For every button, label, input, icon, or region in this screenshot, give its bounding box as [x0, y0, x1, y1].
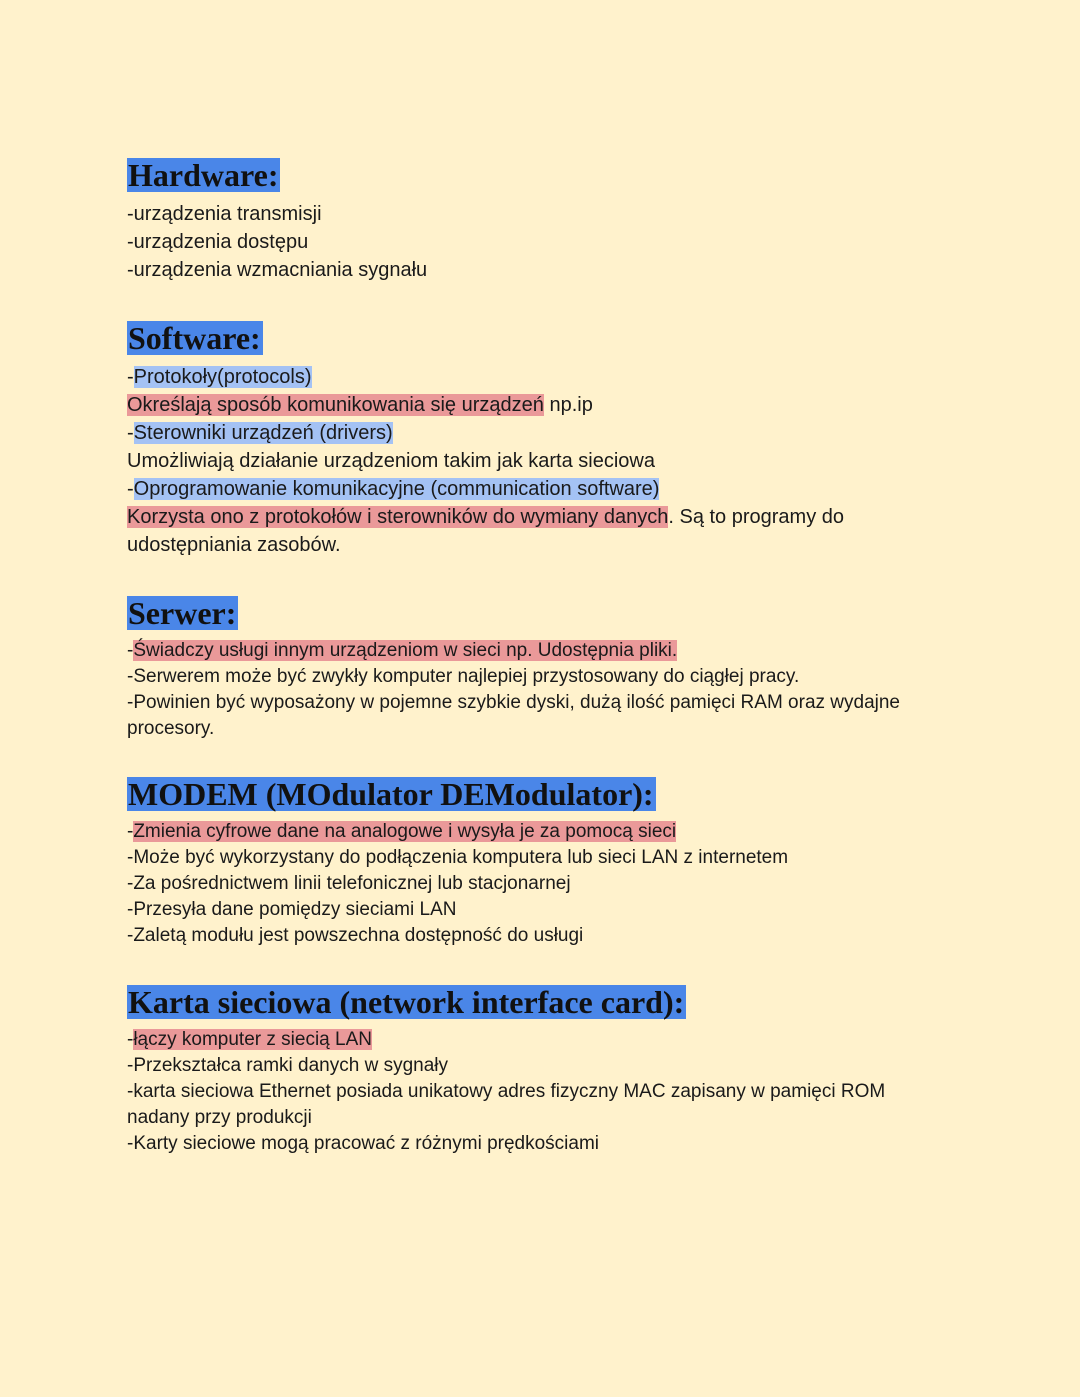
list-item — [127, 638, 947, 664]
list-item — [127, 419, 947, 447]
list-item: -Powinien być wyposażony w pojemne szybkie dyski, dużą ilość pamięci RAM oraz wydajne procesory. — [127, 692, 900, 739]
text-programs: . Są to programy do udostępniania zasobów. — [127, 506, 845, 556]
modem-list — [127, 819, 947, 949]
section-software — [127, 321, 947, 559]
section-modem — [127, 777, 947, 949]
list-item: -urządzenia transmisji — [127, 203, 322, 225]
highlight-karta-desc: łączy komputer z siecią LAN — [133, 1029, 372, 1050]
list-item: -Serwerem może być zwykły komputer najlepiej przystosowany do ciągłej pracy. — [127, 666, 800, 687]
list-item: -Może być wykorzystany do podłączenia komputera lub sieci LAN z internetem — [127, 847, 789, 868]
list-item: -urządzenia dostępu — [127, 231, 309, 253]
dash: - — [127, 366, 134, 388]
heading-serwer: Serwer: — [128, 595, 237, 631]
list-item: -Karty sieciowe mogą pracować z różnymi prędkościami — [127, 1133, 599, 1154]
list-item: -Przesyła dane pomiędzy sieciami LAN — [127, 899, 457, 920]
highlight-communication-software: Oprogramowanie komunikacyjne (communication software) — [133, 478, 660, 500]
hardware-list — [127, 200, 947, 284]
serwer-list — [127, 638, 947, 742]
section-hardware — [127, 158, 947, 284]
list-item — [127, 1027, 947, 1053]
text-np-ip: np.ip — [543, 394, 593, 416]
heading-hardware: Hardware: — [128, 157, 279, 193]
software-list — [127, 363, 947, 559]
highlight-drivers: Sterowniki urządzeń (drivers) — [133, 422, 393, 444]
list-item — [127, 475, 947, 503]
list-item — [127, 819, 947, 845]
heading-modem: MODEM (MOdulator DEModulator): — [128, 776, 654, 812]
highlight-protocols: Protokoły(protocols) — [133, 366, 312, 388]
list-item: -urządzenia wzmacniania sygnału — [127, 259, 428, 281]
highlight-serwer-desc: Świadczy usługi innym urządzeniom w sieci np. Udostępnia pliki. — [133, 640, 678, 661]
highlight-communication-desc: Korzysta ono z protokołów i sterowników do wymiany danych — [127, 506, 669, 528]
heading-software: Software: — [128, 320, 261, 356]
dash: - — [127, 1029, 134, 1050]
section-karta-sieciowa — [127, 985, 947, 1157]
list-item — [127, 503, 897, 559]
dash: - — [127, 422, 134, 444]
list-item: Umożliwiają działanie urządzeniom takim jak karta sieciowa — [127, 450, 655, 472]
section-serwer — [127, 596, 947, 742]
highlight-protocols-desc: Określają sposób komunikowania się urządzeń — [127, 394, 544, 416]
dash: - — [127, 640, 134, 661]
dash: - — [127, 821, 134, 842]
list-item — [127, 391, 947, 419]
karta-list — [127, 1027, 947, 1157]
list-item: -Zaletą modułu jest powszechna dostępność do usługi — [127, 925, 584, 946]
highlight-modem-desc: Zmienia cyfrowe dane na analogowe i wysyła je za pomocą sieci — [133, 821, 677, 842]
list-item: -Za pośrednictwem linii telefonicznej lub stacjonarnej — [127, 873, 571, 894]
heading-karta-sieciowa: Karta sieciowa (network interface card): — [128, 984, 685, 1020]
list-item: -Przekształca ramki danych w sygnały — [127, 1055, 448, 1076]
list-item — [127, 363, 947, 391]
list-item: -karta sieciowa Ethernet posiada unikatowy adres fizyczny MAC zapisany w pamięci ROM nadany przy produkcji — [127, 1081, 886, 1128]
dash: - — [127, 478, 134, 500]
